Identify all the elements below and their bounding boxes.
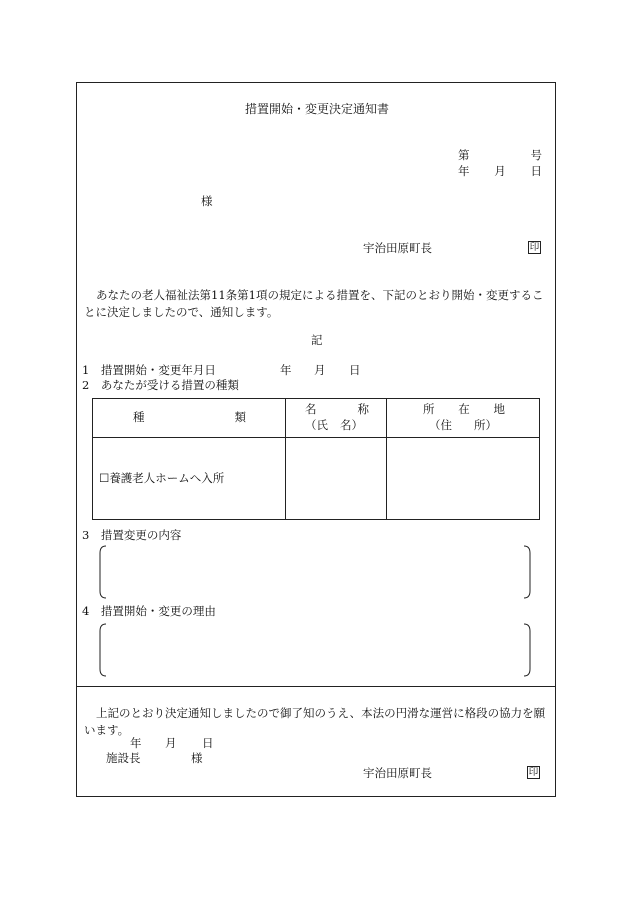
document-title: 措置開始・変更決定通知書 [245, 102, 390, 116]
col-address-header: 所 在 地 [423, 402, 505, 416]
date-day: 日 [530, 164, 542, 178]
nursing-home-label: 養護老人ホームへ入所 [109, 471, 225, 485]
nursing-home-row [99, 473, 224, 485]
item2-label: 2 あなたが受ける措置の種類 [82, 378, 239, 392]
date-year: 年 [458, 164, 470, 178]
footer-date-year: 年 [130, 736, 142, 750]
facility-head-label: 施設長 [106, 751, 141, 765]
seal-icon: 印 [529, 242, 540, 253]
item3-label: 3 措置変更の内容 [82, 528, 182, 542]
date-month: 月 [494, 164, 506, 178]
footer-issuer-name: 宇治田原町長 [363, 766, 432, 780]
item1-month: 月 [314, 363, 326, 377]
col-address-subheader: （住 所） [429, 418, 497, 432]
item4-label: 4 措置開始・変更の理由 [82, 604, 216, 618]
item3-bracket [96, 545, 536, 599]
facility-head-honorific: 様 [191, 751, 203, 765]
document-number [458, 150, 542, 162]
number-suffix: 号 [530, 148, 542, 162]
footer-seal-icon: 印 [528, 767, 539, 778]
ki-heading: 記 [311, 333, 323, 347]
footer-date-day: 日 [202, 736, 214, 750]
footer-date-month: 月 [165, 736, 177, 750]
item1-label: 1 措置開始・変更年月日 [82, 363, 216, 377]
number-prefix: 第 [458, 148, 470, 162]
issuer-name: 宇治田原町長 [363, 241, 432, 255]
notice-body: あなたの老人福祉法第11条第1項の規定による措置を、下記のとおり開始・変更することに決定しましたので、通知します。 [84, 288, 544, 319]
item4-bracket [96, 623, 536, 677]
document-date [458, 166, 542, 178]
col-type-header: 種 類 [133, 410, 246, 424]
measure-table [92, 398, 540, 520]
section-divider [76, 686, 556, 687]
item1-year: 年 [280, 363, 292, 377]
item1-day: 日 [349, 363, 361, 377]
checkbox-icon[interactable]: ☐ [99, 471, 110, 485]
col-name-header: 名 称 [305, 402, 369, 416]
col-name-subheader: （氏 名） [305, 418, 363, 432]
addressee-honorific: 様 [201, 194, 213, 208]
footer-body: 上記のとおり決定通知しましたので御了知のうえ、本法の円滑な運営に格段の協力を願います。 [84, 706, 546, 737]
